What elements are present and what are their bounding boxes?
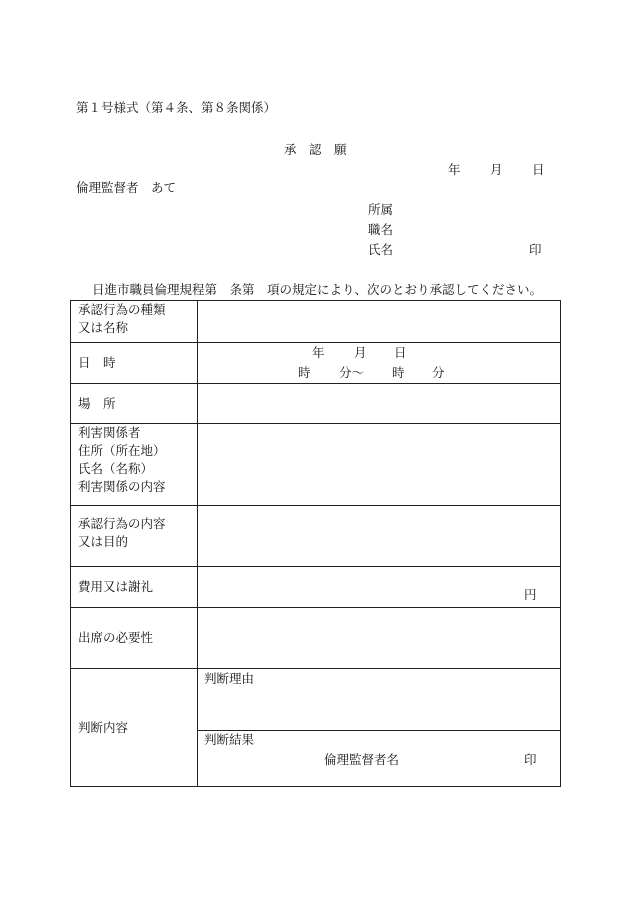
affiliation-label: 所属 [368,202,394,217]
page-title: 承 認 願 [284,142,347,157]
row-type [71,301,561,343]
datetime-label: 日 時 [78,355,116,370]
interested-value-cell[interactable] [198,424,561,506]
dt-end-minute: 分 [432,365,445,380]
row-content [71,506,561,567]
date-month-label: 月 [490,162,503,177]
intro-text: 日進市職員倫理規程第 条第 項の規定により、次のとおり承認してください。 [92,282,543,297]
interested-line2: 住所（所在地） [78,443,166,458]
addressee: 倫理監督者 あて [76,180,177,195]
cost-label: 費用又は謝礼 [78,579,154,594]
place-label: 場 所 [78,395,116,411]
judgment-result-cell[interactable] [198,731,561,787]
row-interested-party [71,424,561,506]
judgment-label: 判断内容 [78,719,129,735]
row-place [71,384,561,424]
dt-month: 月 [354,345,367,360]
type-label-line2: 又は名称 [78,320,129,335]
date-day-label: 日 [532,162,545,177]
dt-day: 日 [394,345,407,360]
interested-line3: 氏名（名称） [78,461,154,476]
content-line2: 又は目的 [78,534,129,549]
dt-year: 年 [312,345,325,360]
job-title-label: 職名 [368,222,394,237]
necessity-label-cell [71,608,198,669]
supervisor-seal-mark: 印 [524,752,537,767]
interested-line4: 利害関係の内容 [78,479,166,494]
necessity-value-cell[interactable] [198,608,561,669]
judgment-reason-label: 判断理由 [204,671,255,686]
row-cost [71,567,561,608]
place-value-cell[interactable] [198,384,561,424]
judgment-result-label: 判断結果 [204,732,255,747]
date-year-label: 年 [448,162,461,177]
place-label-cell [71,384,198,424]
approval-form-table [70,300,561,787]
judgment-reason-cell[interactable] [198,669,561,731]
type-label-line1: 承認行為の種類 [78,302,166,317]
applicant-name-label: 氏名 [368,242,394,257]
cost-unit: 円 [524,587,537,602]
dt-start-hour: 時 [298,365,311,380]
content-value-cell[interactable] [198,506,561,567]
cost-label-cell [71,567,198,608]
interested-label-cell [71,424,198,506]
datetime-label-cell [71,343,198,384]
applicant-seal-mark: 印 [529,242,542,257]
content-line1: 承認行為の内容 [78,516,166,531]
interested-line1: 利害関係者 [78,425,141,440]
dt-start-minute: 分～ [339,365,365,380]
row-datetime [71,343,561,384]
type-label-cell [71,301,198,343]
judgment-label-cell [71,669,198,787]
row-judgment-reason [71,669,561,731]
form-code: 第１号様式（第４条、第８条関係） [76,100,277,115]
type-value-cell[interactable] [198,301,561,343]
content-label-cell [71,506,198,567]
supervisor-name-label: 倫理監督者名 [324,752,400,767]
necessity-label: 出席の必要性 [78,630,154,645]
cost-value-cell[interactable] [198,567,561,608]
dt-end-hour: 時 [392,365,405,380]
row-necessity [71,608,561,669]
datetime-value-cell[interactable] [198,343,561,384]
